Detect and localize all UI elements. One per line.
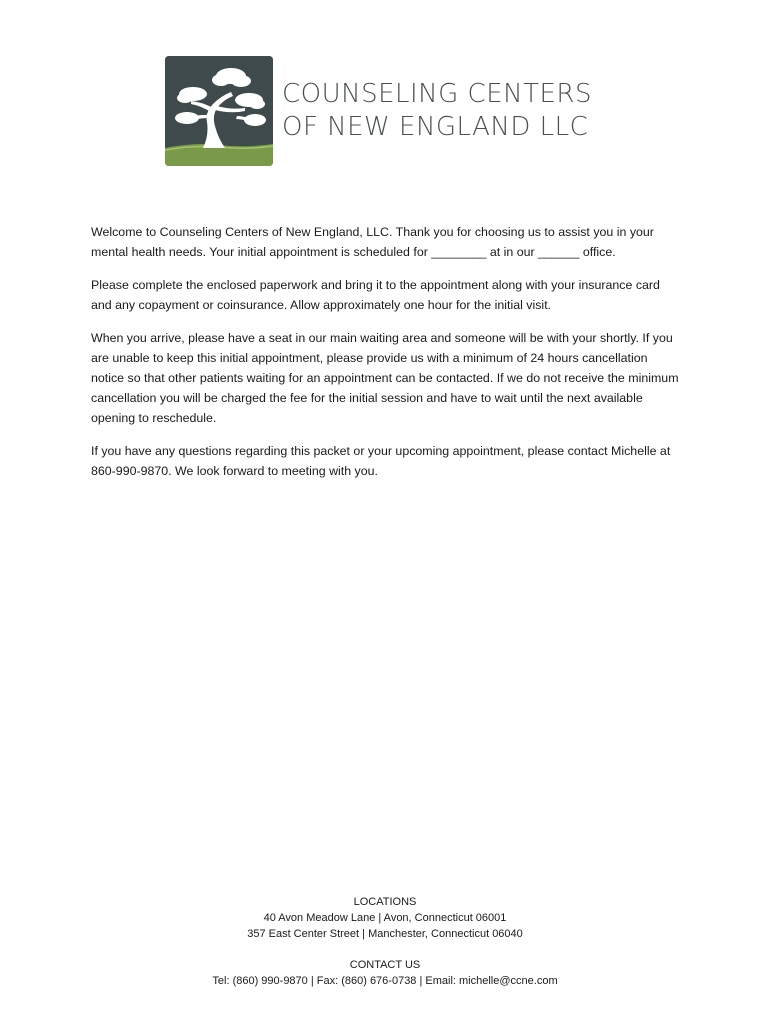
location-manchester: 357 East Center Street | Manchester, Connecticut 06040: [247, 928, 523, 940]
arrival-paragraph: When you arrive, please have a seat in our main waiting area and someone will be with your shortly. If you are unable to keep this initial appointment, please provide us with a minimum of 24 hours cancellation notice so that other patients waiting for an appointment can be contacted. If we do not receive the minimum cancellation you will be charged the fee for the initial session and have to wait until the next available opening to reschedule.: [91, 331, 679, 425]
location-avon: 40 Avon Meadow Lane | Avon, Connecticut 06001: [263, 912, 507, 924]
contact-heading: CONTACT US: [349, 959, 421, 971]
welcome-paragraph: Welcome to Counseling Centers of New England, LLC. Thank you for choosing us to assist you in your mental health needs. Your initial appointment is scheduled for ________ at in our ______ office.: [91, 225, 654, 259]
tree-logo-icon: [165, 56, 273, 166]
paperwork-paragraph: Please complete the enclosed paperwork and bring it to the appointment along with your insurance card and any copayment or coinsurance. Allow approximately one hour for the initial visit.: [91, 278, 660, 312]
company-logo: [165, 56, 592, 168]
contact-details: Tel: (860) 990-9870 | Fax: (860) 676-0738 | Email: michelle@ccne.com: [212, 975, 558, 987]
footer: [0, 894, 770, 989]
letter-body: [91, 222, 681, 494]
company-name-line1: COUNSELING CENTERS: [282, 79, 592, 109]
contact-paragraph: If you have any questions regarding this packet or your upcoming appointment, please contact Michelle at 860-990-9870. We look forward to meeting with you.: [91, 444, 671, 478]
company-name-line2: OF NEW ENGLAND LLC: [282, 112, 589, 142]
locations-heading: LOCATIONS: [353, 896, 417, 908]
company-name: [282, 78, 592, 144]
